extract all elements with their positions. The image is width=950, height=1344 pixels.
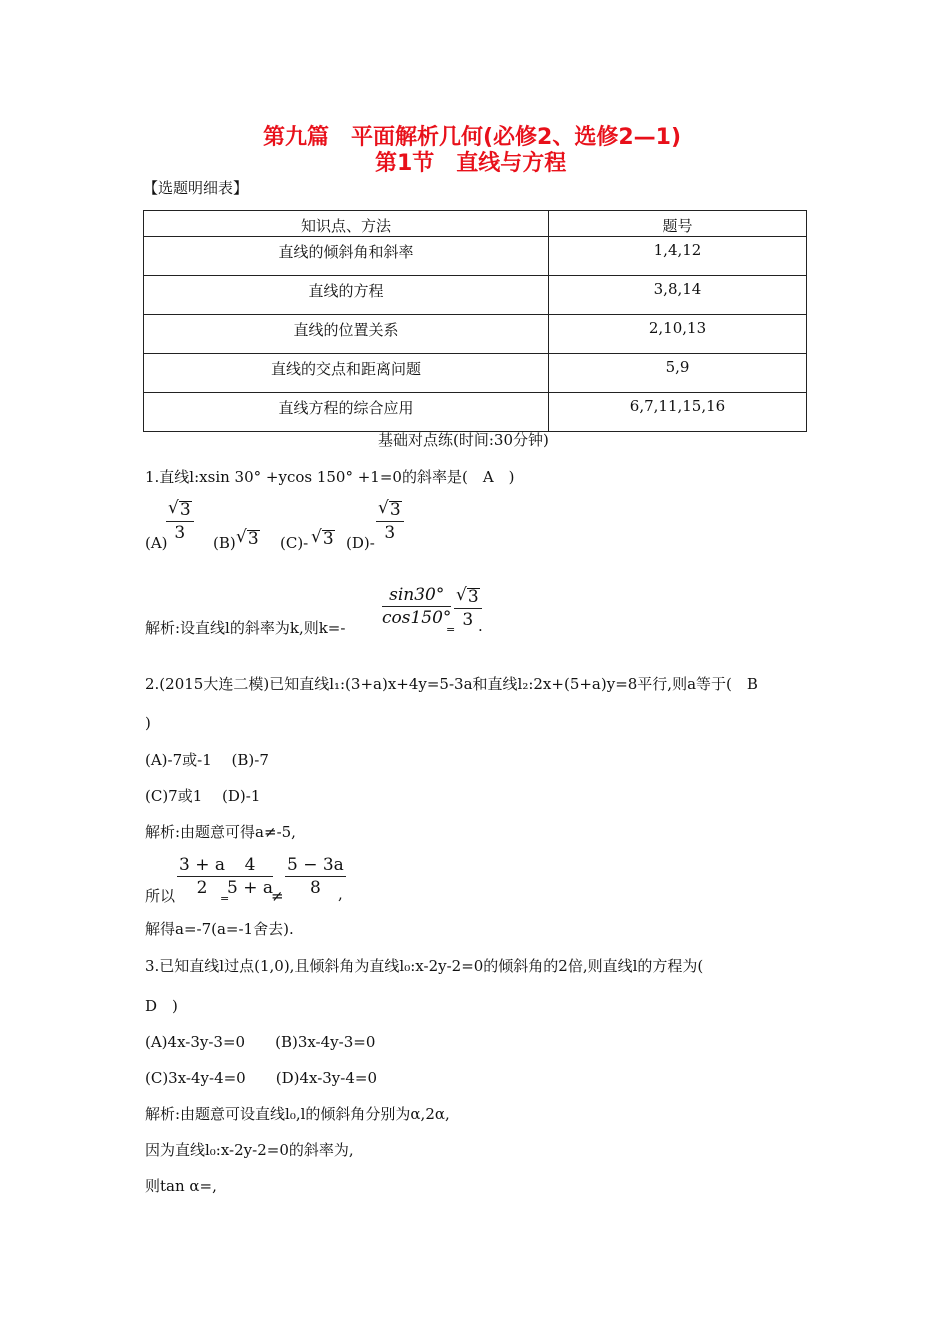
q2-options-row-1: (A)-7或-1 (B)-7 <box>145 751 269 769</box>
section-title: 基础对点练(时间:30分钟) <box>378 431 549 449</box>
q3-stem-cont: D ) <box>145 997 178 1015</box>
q1-option-a-label: (A) <box>145 534 168 552</box>
q2-stem: 2.(2015大连二模)已知直线l₁:(3+a)x+4y=5-3a和直线l₂:2x+(5+a)y=8平行,则a等于( B <box>145 675 758 693</box>
q1-equals-sign: = <box>446 623 456 636</box>
q3-solution-line-2: 因为直线l₀:x-2y-2=0的斜率为, <box>145 1141 354 1159</box>
q2-solution-line-1: 解析:由题意可得a≠-5, <box>145 823 296 841</box>
q1-option-c-label: (C)- <box>280 534 309 552</box>
q3-options-row-2: (C)3x-4y-4=0 (D)4x-3y-4=0 <box>145 1069 378 1087</box>
q1-solution-fraction: sin30° cos150° <box>382 585 452 628</box>
q1-option-d-fraction: √ 3 3 <box>376 500 404 542</box>
q2-fraction-2: 4 5 + a <box>227 855 274 898</box>
q1-option-c-value: √ 3 <box>311 527 334 549</box>
q3-stem: 3.已知直线l过点(1,0),且倾斜角为直线l₀:x-2y-2=0的倾斜角的2倍,则直线l的方程为( <box>145 957 704 975</box>
table-label: 【选题明细表】 <box>143 179 249 197</box>
number-cell: 6,7,11,15,16 <box>549 393 807 432</box>
q1-option-b-value: √ 3 <box>236 527 259 549</box>
q2-fraction-1: 3 + a 2 <box>179 855 226 898</box>
q1-solution-result: √ 3 3 <box>454 587 482 629</box>
topic-cell: 直线方程的综合应用 <box>144 393 549 432</box>
q3-solution-line-1: 解析:由题意可设直线l₀,l的倾斜角分别为α,2α, <box>145 1105 450 1123</box>
q1-stem: 1.直线l:xsin 30° +ycos 150° +1=0的斜率是( A ) <box>145 468 515 486</box>
selection-table <box>143 210 807 432</box>
q3-options-row-1: (A)4x-3y-3=0 (B)3x-4y-3=0 <box>145 1033 376 1051</box>
topic-cell: 直线的倾斜角和斜率 <box>144 237 549 276</box>
number-cell: 2,10,13 <box>549 315 807 354</box>
topic-cell: 直线的方程 <box>144 276 549 315</box>
table-row <box>144 354 807 393</box>
col-header-number: 题号 <box>549 211 807 237</box>
q2-comma: , <box>338 885 343 903</box>
q1-period: . <box>478 617 483 635</box>
section-heading: 第1节 直线与方程 <box>375 151 567 176</box>
table-row <box>144 276 807 315</box>
number-cell: 5,9 <box>549 354 807 393</box>
chapter-title: 第九篇 平面解析几何(必修2、选修2—1) <box>263 125 682 150</box>
q1-option-d-label: (D)- <box>346 534 375 552</box>
q2-fraction-3: 5 − 3a 8 <box>287 855 344 898</box>
table-header-row <box>144 211 807 237</box>
q2-options-row-2: (C)7或1 (D)-1 <box>145 787 261 805</box>
col-header-topic: 知识点、方法 <box>144 211 549 237</box>
q1-option-b-label: (B) <box>213 534 236 552</box>
q2-solution-line-3: 解得a=-7(a=-1舍去). <box>145 920 294 938</box>
number-cell: 3,8,14 <box>549 276 807 315</box>
q3-solution-line-3: 则tan α=, <box>145 1177 217 1195</box>
topic-cell: 直线的位置关系 <box>144 315 549 354</box>
number-cell: 1,4,12 <box>549 237 807 276</box>
topic-cell: 直线的交点和距离问题 <box>144 354 549 393</box>
table-row <box>144 237 807 276</box>
table-row <box>144 315 807 354</box>
q2-not-equal-sign: ≠ <box>271 887 284 905</box>
q2-stem-cont: ) <box>145 714 151 732</box>
table-row <box>144 393 807 432</box>
q2-solution-prefix: 所以 <box>145 887 176 905</box>
q1-option-a-fraction: √ 3 3 <box>166 500 194 542</box>
q1-solution-text: 解析:设直线l的斜率为k,则k=- <box>145 619 346 637</box>
sqrt-expression: √ 3 <box>168 498 191 520</box>
q2-equals-sign: = <box>220 892 230 905</box>
